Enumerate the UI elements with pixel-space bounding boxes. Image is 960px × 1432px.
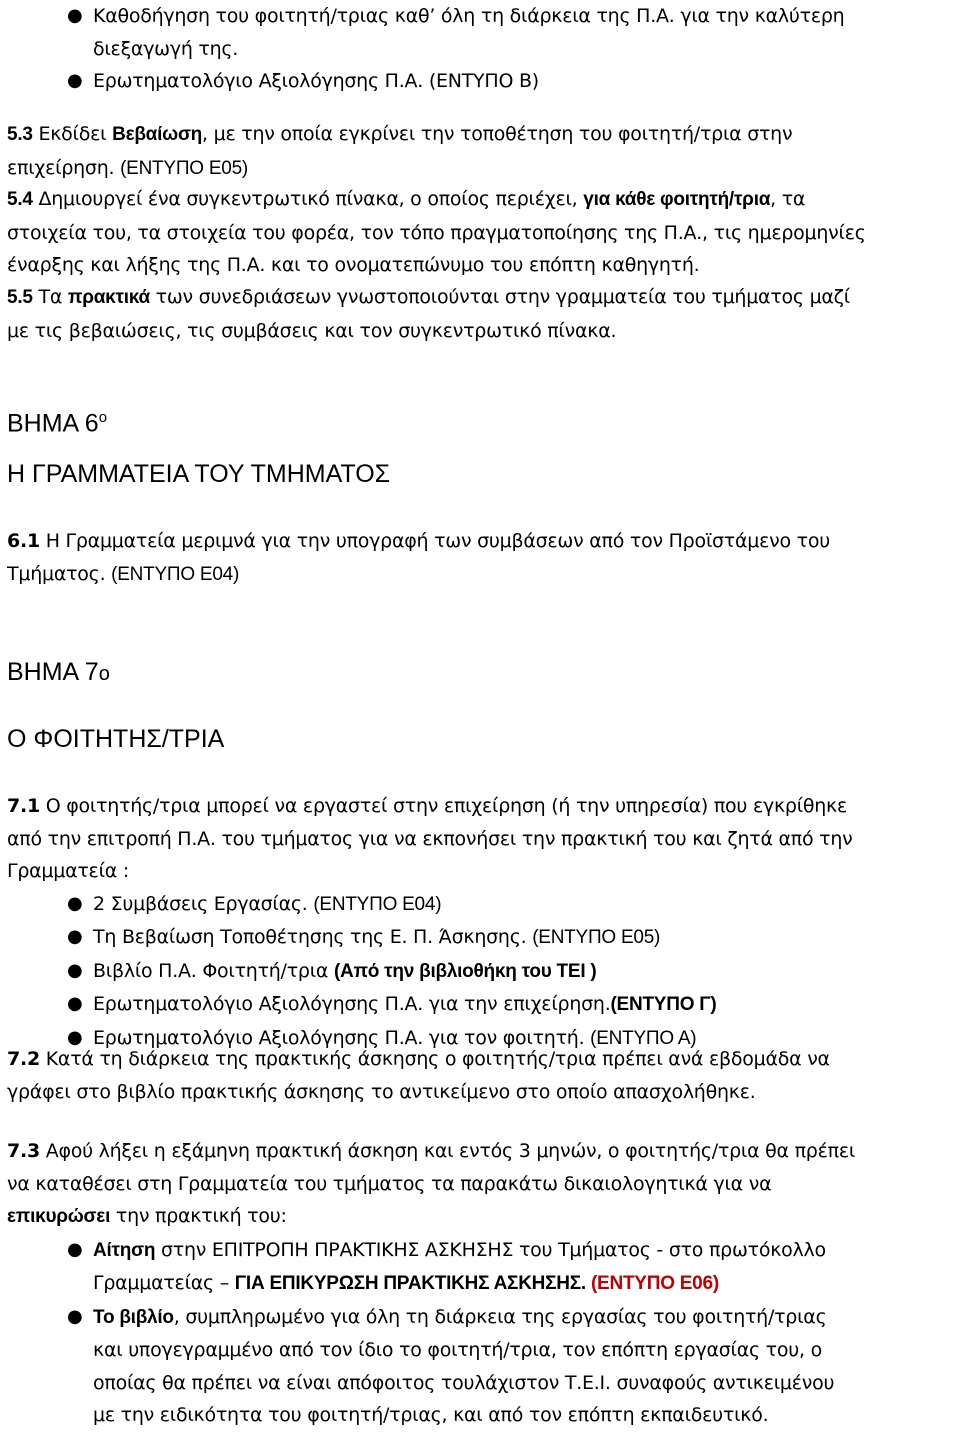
section-5-5: 5.5 Τα πρακτικά των συνεδριάσεων γνωστοποιούνται στην γραμματεία του τμήματος μαζί με τις βεβαιώσεις, τις συμβάσεις και τον συγκεντρωτικό πίνακα. — [7, 286, 850, 342]
section-7-2: 7.2 Κατά τη διάρκεια της πρακτικής άσκησης ο φοιτητής/τρια πρέπει ανά εβδομάδα να γράφει στο βιβλίο πρακτικής άσκησης το αντικείμενο στο οποίο απασχολήθηκε. — [7, 1048, 830, 1103]
section-6-1: 6.1 Η Γραμματεία μεριμνά για την υπογραφή των συμβάσεων από τον Προϊστάμενο του Τμήματος. (ΕΝΤΥΠΟ Ε04) — [7, 530, 830, 585]
step-7-heading: ΒΗΜΑ 7ο — [7, 658, 110, 686]
bullet-icon: ● — [67, 993, 83, 1014]
bullet-icon: ● — [67, 959, 83, 981]
bullet-icon: ● — [67, 5, 83, 26]
top-bullet-list — [7, 0, 955, 98]
bullet-icon: ● — [67, 1305, 83, 1327]
list-item: ● Ερωτηματολόγιο Αξιολόγησης Π.Α. για την επιχείρηση.(ΕΝΤΥΠΟ Γ) — [7, 988, 955, 1022]
bullet-icon: ● — [67, 70, 83, 91]
list-item: ● Αίτηση στην ΕΠΙΤΡΟΠΗ ΠΡΑΚΤΙΚΗΣ ΑΣΚΗΣΗΣ του Τμήματος - στο πρωτόκολλο Γραμματείας – ΓΙΑ ΕΠΙΚΥΡΩΣΗ ΠΡΑΚΤΙΚΗΣ ΑΣΚΗΣΗΣ. (ΕΝΤΥΠΟ Ε06) — [7, 1234, 955, 1301]
list-item: ● Το βιβλίο, συμπληρωμένο για όλη τη διάρκεια της εργασίας του φοιτητή/τριας και υπογεγραμμένο από τον ίδιο το φοιτητή/τρια, τον επόπτη εργασίας του, ο οποίας θα πρέπει να είναι απόφοιτος τουλάχιστον Τ.Ε.Ι. συναφούς αντικειμένου με την ειδικότητα του φοιτητή/τριας, και από τον επόπτη εκπαιδευτικό. — [7, 1301, 955, 1432]
list-item: ● Τη Βεβαίωση Τοποθέτησης της Ε. Π. Άσκησης. (ΕΝΤΥΠΟ Ε05) — [7, 921, 955, 955]
list-item: ● Ερωτηματολόγιο Αξιολόγησης Π.Α. για τον φοιτητή. (ΕΝΤΥΠΟ Α) — [7, 1022, 955, 1056]
section-7-3: 7.3 Αφού λήξει η εξάμηνη πρακτική άσκηση και εντός 3 μηνών, ο φοιτητής/τρια θα πρέπει να καταθέσει στη Γραμματεία του τμήματος τα παρακάτω δικαιολογητικά για να επικυρώσει την πρακτική του: ● Αίτηση στην ΕΠΙΤΡΟΠΗ ΠΡΑΚΤΙΚΗΣ ΑΣΚΗΣΗΣ του Τμήματος - στο πρωτόκολλο Γραμματείας – ΓΙΑ ΕΠΙΚΥΡΩΣΗ ΠΡΑΚΤΙΚΗΣ ΑΣΚΗΣΗΣ. (ΕΝΤΥΠΟ Ε06) ● Το βιβλίο, συμπληρωμένο για όλη τη διάρκεια της εργασίας του φοιτητή/τριας και υπογεγραμμένο από τον ίδιο το φοιτητή/τρια, τον επόπτη εργασίας του, ο οποίας θα πρέπει να είναι απόφοιτος τουλάχιστον Τ.Ε.Ι. συναφούς αντικειμένου με την ειδικότητα του φοιτητή/τριας, και από τον επόπτη εκπαιδευτικό. — [7, 1135, 955, 1432]
list-item: ● 2 Συμβάσεις Εργασίας. (ΕΝΤΥΠΟ Ε04) — [7, 888, 955, 922]
list-item: ● Ερωτηματολόγιο Αξιολόγησης Π.Α. (ΕΝΤΥΠΟ Β) — [7, 65, 955, 98]
step-6-heading: ΒΗΜΑ $6^o$ — [7, 409, 108, 438]
step-6-subtitle: Η ΓΡΑΜΜΑΤΕΙΑ ΤΟΥ ΤΜΗΜΑΤΟΣ — [7, 460, 391, 488]
required-documents-list — [7, 888, 955, 1056]
section-5-4: 5.4 Δημιουργεί ένα συγκεντρωτικό πίνακα, ο οποίος περιέχει, για κάθε φοιτητή/τρια, τα στοιχεία του, τα στοιχεία του φορέα, τον τόπο πραγματοποίησης της Π.Α., τις ημερομηνίες έναρξης και λήξης της Π.Α. και το ονοματεπώνυμο του επόπτη καθηγητή. — [7, 188, 866, 276]
validation-documents-list — [7, 1234, 955, 1432]
bullet-icon: ● — [67, 1026, 83, 1048]
step-7-subtitle: Ο ΦΟΙΤΗΤΗΣ/ΤΡΙΑ — [7, 725, 225, 753]
bullet-icon: ● — [67, 1238, 83, 1260]
bullet-icon: ● — [67, 926, 83, 947]
list-item: ● Βιβλίο Π.Α. Φοιτητή/τρια (Από την βιβλιοθήκη του ΤΕΙ ) — [7, 955, 955, 989]
section-7-1: 7.1 Ο φοιτητής/τρια μπορεί να εργαστεί στην επιχείρηση (ή την υπηρεσία) που εγκρίθηκε από την επιτροπή Π.Α. του τμήματος για να εκπονήσει την πρακτική του και ζητά από την Γραμματεία : ● 2 Συμβάσεις Εργασίας. (ΕΝΤΥΠΟ Ε04) ● Τη Βεβαίωση Τοποθέτησης της Ε. Π. Άσκησης. (ΕΝΤΥΠΟ Ε05) ● Βιβλίο Π.Α. Φοιτητή/τρια (Από την βιβλιοθήκη του ΤΕΙ ) ● Ερωτηματολόγιο Αξιολόγησης Π.Α. για την επιχείρηση.(ΕΝΤΥΠΟ Γ) ● Ερωτηματολόγιο Αξιολόγησης Π.Α. για τον φοιτητή. (ΕΝΤΥΠΟ Α) — [7, 790, 955, 1055]
bullet-icon: ● — [67, 892, 83, 914]
section-5-3: 5.3 Εκδίδει Βεβαίωση, με την οποία εγκρίνει την τοποθέτηση του φοιτητή/τρια στην επιχείρηση. (ΕΝΤΥΠΟ Ε05) — [7, 123, 793, 179]
list-item: ● Καθοδήγηση του φοιτητή/τριας καθ’ όλη τη διάρκεια της Π.Α. για την καλύτερη διεξαγωγή της. — [7, 0, 955, 65]
